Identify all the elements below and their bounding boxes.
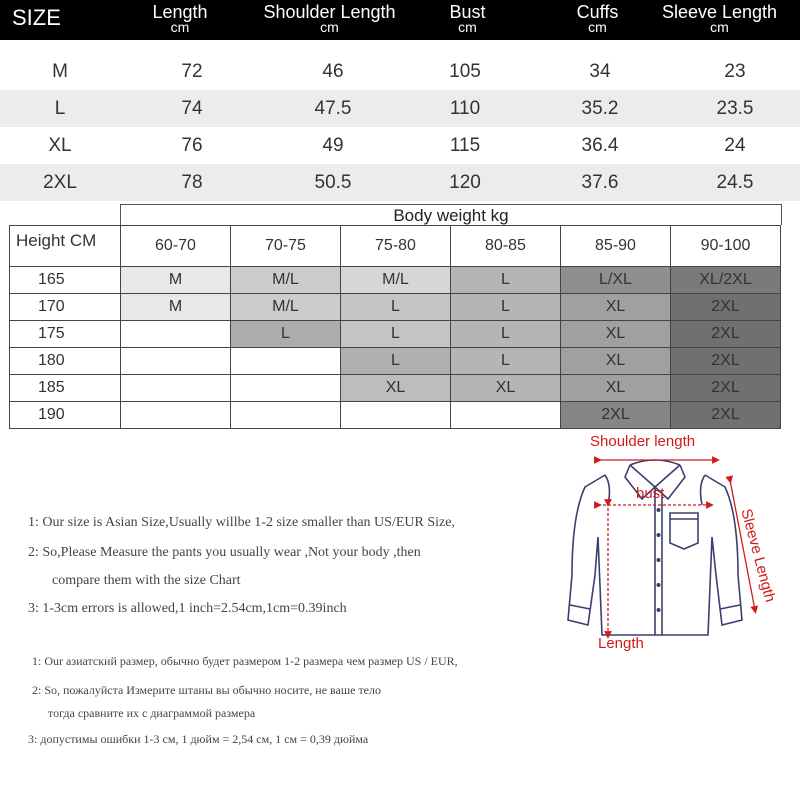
height-value: 185 (10, 375, 121, 402)
weight-range: 75-80 (341, 226, 451, 267)
size-recommendation-cell: L (341, 321, 451, 348)
bust-header: Bust cm (449, 2, 486, 35)
body-weight-title: Body weight kg (120, 204, 782, 225)
bust-cell: 115 (449, 135, 481, 156)
size-row-m (0, 53, 800, 90)
size-recommendation-cell: L (231, 321, 341, 348)
size-cell: L (54, 98, 66, 119)
height-value: 170 (10, 294, 121, 321)
size-recommendation-cell: 2XL (671, 348, 781, 375)
size-recommendation-cell: L (451, 321, 561, 348)
height-value: 190 (10, 402, 121, 429)
shirt-diagram (550, 425, 800, 655)
cuffs-header: Cuffs cm (576, 2, 619, 35)
size-recommendation-cell (121, 348, 231, 375)
height-row (10, 321, 781, 348)
weight-range: 60-70 (121, 226, 231, 267)
length-cell: 72 (181, 61, 203, 82)
size-header: SIZE (12, 5, 61, 30)
size-recommendation-cell (121, 321, 231, 348)
shoulder-cell: 49 (322, 135, 344, 156)
size-recommendation-cell: XL (561, 375, 671, 402)
height-row (10, 348, 781, 375)
shoulder-length-header: Shoulder Length cm (263, 2, 396, 35)
size-recommendation-cell: 2XL (671, 402, 781, 429)
size-row-xl (0, 127, 800, 164)
note-ru-2: 2: So, пожалуйста Измерите штаны вы обычно носите, не ваше тело (32, 683, 381, 697)
size-recommendation-cell: L (451, 348, 561, 375)
note-en-2: 2: So,Please Measure the pants you usually wear ,Not your body ,then (28, 545, 421, 560)
size-recommendation-cell: M/L (231, 294, 341, 321)
weight-range: 70-75 (231, 226, 341, 267)
size-cell: M (52, 61, 68, 82)
sleeve-length-header: Sleeve Length cm (661, 2, 778, 35)
size-recommendation-cell: XL/2XL (671, 267, 781, 294)
sleeve-cell: 24.5 (716, 172, 754, 193)
size-recommendation-cell (121, 375, 231, 402)
size-recommendation-cell: L (451, 294, 561, 321)
size-recommendation-cell: L (341, 348, 451, 375)
height-row (10, 375, 781, 402)
size-recommendation-cell: L (341, 294, 451, 321)
size-recommendation-cell (451, 402, 561, 429)
note-ru-1: 1: Our азиатский размер, обычно будет размером 1-2 размера чем размер US / EUR, (32, 654, 458, 668)
height-header: Height CM (10, 226, 121, 267)
size-recommendation-cell: XL (561, 321, 671, 348)
note-en-3: 3: 1-3cm errors is allowed,1 inch=2.54cm,1cm=0.39inch (28, 601, 347, 616)
height-value: 165 (10, 267, 121, 294)
size-recommendation-cell: 2XL (561, 402, 671, 429)
size-recommendation-cell: XL (341, 375, 451, 402)
shoulder-cell: 47.5 (314, 98, 352, 119)
cuffs-cell: 36.4 (581, 135, 619, 156)
height-value: 180 (10, 348, 121, 375)
shoulder-cell: 46 (322, 61, 344, 82)
size-recommendation-cell: XL (561, 294, 671, 321)
size-row-2xl (0, 164, 800, 201)
cuffs-cell: 34 (589, 61, 611, 82)
bust-label: bust (636, 485, 665, 502)
size-recommendation-cell (341, 402, 451, 429)
weight-range: 85-90 (561, 226, 671, 267)
size-row-l (0, 90, 800, 127)
size-table-header (0, 0, 800, 40)
size-recommendation-cell (121, 402, 231, 429)
note-ru-2b: тогда сравните их с диаграммой размера (48, 706, 256, 720)
size-recommendation-cell: XL (561, 348, 671, 375)
size-recommendation-cell: M (121, 294, 231, 321)
bust-cell: 120 (449, 172, 481, 193)
size-recommendation-cell: 2XL (671, 294, 781, 321)
bust-cell: 105 (449, 61, 481, 82)
length-label: Length (598, 635, 644, 652)
size-cell: XL (48, 135, 72, 156)
note-ru-3: 3: допустимы ошибки 1-3 см, 1 дюйм = 2,54 см, 1 см = 0,39 дюйма (28, 732, 369, 746)
size-recommendation-cell: 2XL (671, 375, 781, 402)
size-recommendation-cell (231, 375, 341, 402)
size-recommendation-cell: M/L (231, 267, 341, 294)
weight-header-row (10, 226, 781, 267)
note-en-2b: compare them with the size Chart (52, 573, 241, 588)
size-recommendation-cell: L (451, 267, 561, 294)
height-value: 175 (10, 321, 121, 348)
weight-range: 90-100 (671, 226, 781, 267)
size-recommendation-cell: L/XL (561, 267, 671, 294)
size-recommendation-cell (231, 348, 341, 375)
size-recommendation-cell: M (121, 267, 231, 294)
note-en-1: 1: Our size is Asian Size,Usually willbe 1-2 size smaller than US/EUR Size, (28, 515, 455, 530)
size-recommendation-cell: XL (451, 375, 561, 402)
length-cell: 78 (181, 172, 203, 193)
size-cell: 2XL (43, 172, 77, 193)
size-recommendation-cell: 2XL (671, 321, 781, 348)
shoulder-length-label: Shoulder length (590, 433, 696, 450)
cuffs-cell: 35.2 (581, 98, 619, 119)
sleeve-cell: 23.5 (716, 98, 754, 119)
weight-height-table (9, 225, 781, 429)
height-row (10, 294, 781, 321)
size-recommendation-cell (231, 402, 341, 429)
height-row (10, 267, 781, 294)
cuffs-cell: 37.6 (581, 172, 619, 193)
shoulder-cell: 50.5 (314, 172, 352, 193)
bust-cell: 110 (449, 98, 481, 119)
sleeve-cell: 23 (724, 61, 746, 82)
sleeve-length-label: Sleeve Length (737, 506, 779, 605)
size-recommendation-cell: M/L (341, 267, 451, 294)
sleeve-cell: 24 (724, 135, 746, 156)
weight-range: 80-85 (451, 226, 561, 267)
length-cell: 76 (181, 135, 203, 156)
length-cell: 74 (181, 98, 203, 119)
length-header: Length cm (152, 2, 208, 35)
